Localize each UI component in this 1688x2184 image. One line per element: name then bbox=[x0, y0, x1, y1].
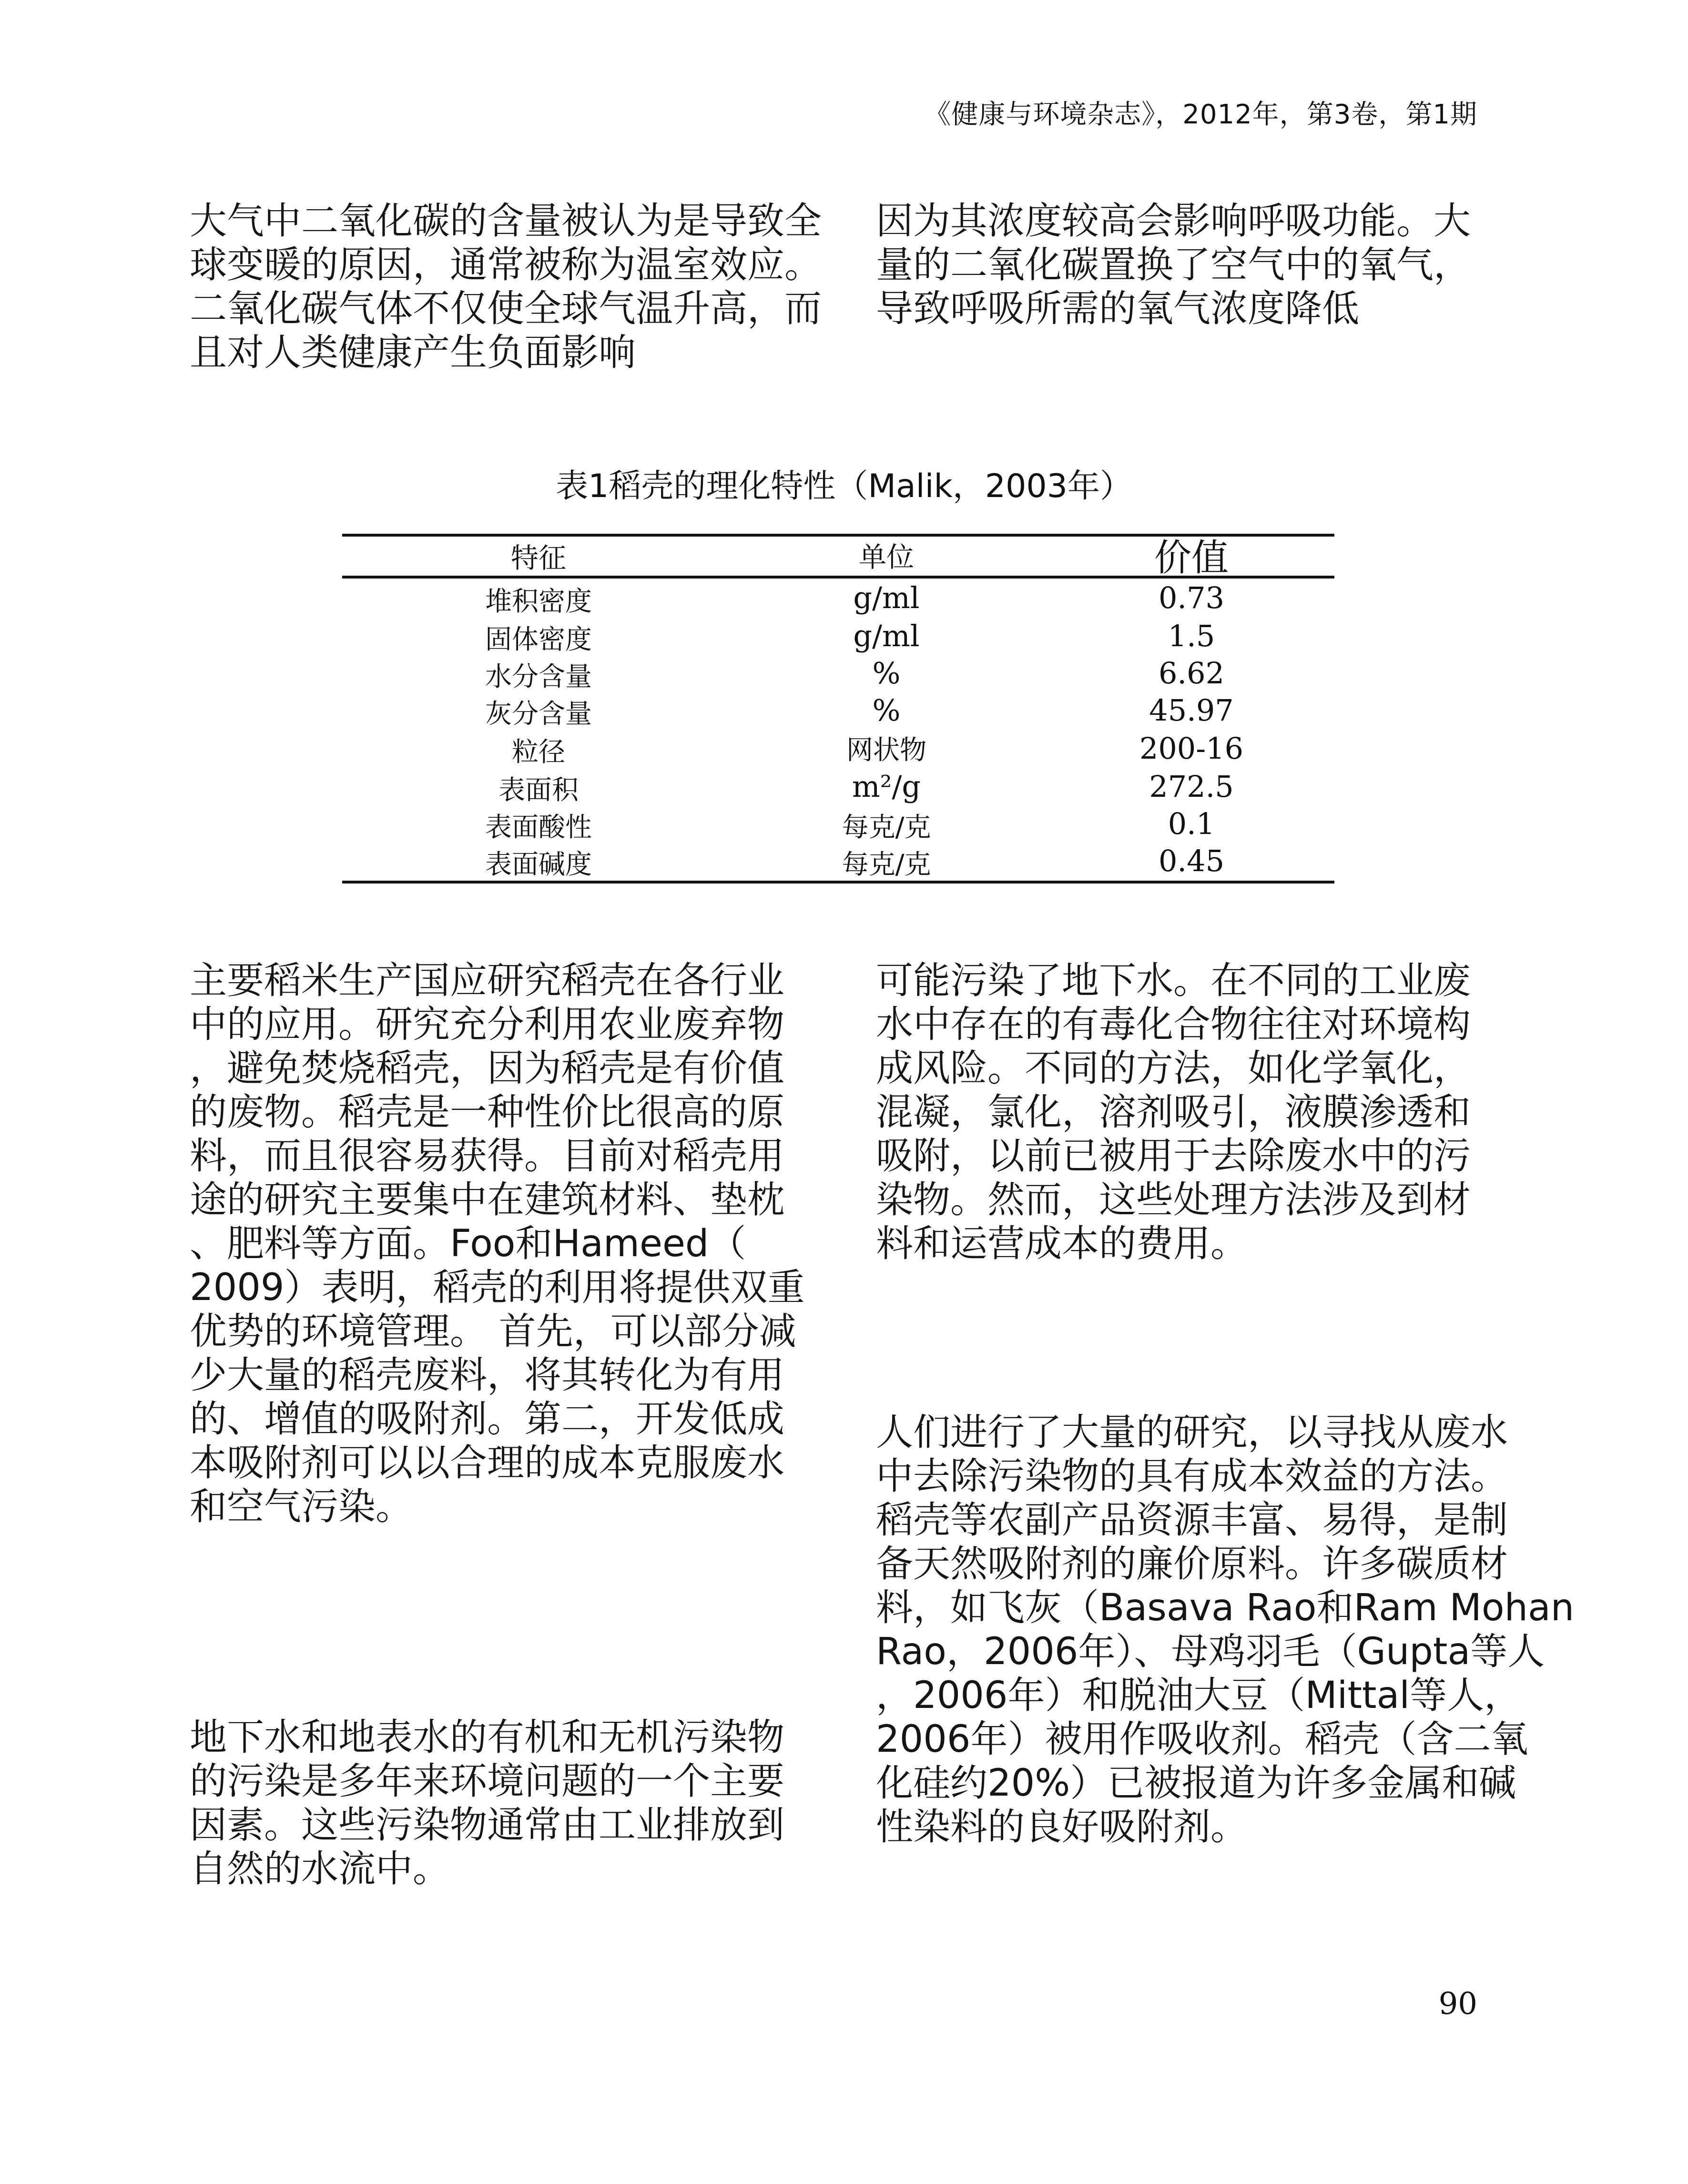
row-unit: 每克/克 bbox=[842, 812, 931, 843]
row-unit: 网状物 bbox=[846, 735, 926, 766]
text-line: 备天然吸附剂的廉价原料。许多碳质材 bbox=[876, 1543, 1508, 1585]
row-value: 6.62 bbox=[1158, 656, 1225, 691]
row-unit: m²/g bbox=[852, 769, 921, 804]
header-value: 价值 bbox=[1154, 537, 1229, 579]
text-line: 优势的环境管理。 首先，可以部分减 bbox=[190, 1310, 796, 1353]
row-feature: 灰分含量 bbox=[485, 699, 592, 730]
text-line: 和空气污染。 bbox=[190, 1485, 413, 1528]
text-line: 二氧化碳气体不仅使全球气温升高，而 bbox=[190, 287, 822, 330]
row-unit: % bbox=[872, 656, 901, 691]
paragraph-respiration bbox=[876, 199, 1471, 331]
paragraph-adsorbents bbox=[876, 1411, 1574, 1849]
header-unit: 单位 bbox=[858, 541, 914, 573]
text-line: 的、增值的吸附剂。第二，开发低成 bbox=[190, 1398, 785, 1441]
text-line: Rao，2006年）、母鸡羽毛（Gupta等人 bbox=[876, 1630, 1545, 1673]
row-value: 0.73 bbox=[1158, 580, 1225, 615]
text-line: 料，如飞灰（Basava Rao和Ram Mohan bbox=[876, 1586, 1575, 1629]
text-line: 导致呼吸所需的氧气浓度降低 bbox=[876, 287, 1360, 330]
text-line: 本吸附剂可以以合理的成本克服废水 bbox=[190, 1442, 785, 1484]
text-line: 且对人类健康产生负面影响 bbox=[190, 331, 636, 374]
text-line: 混凝，氯化，溶剂吸引，液膜渗透和 bbox=[876, 1091, 1471, 1134]
text-line: 吸附，以前已被用于去除废水中的污 bbox=[876, 1135, 1471, 1178]
text-line: 的污染是多年来环境问题的一个主要 bbox=[190, 1760, 785, 1803]
text-line: 大气中二氧化碳的含量被认为是导致全 bbox=[190, 200, 822, 243]
text-line: ，2006年）和脱油大豆（Mittal等人， bbox=[876, 1674, 1522, 1717]
text-line: 水中存在的有毒化合物往往对环境构 bbox=[876, 1003, 1471, 1046]
journal-header: 《健康与环境杂志》，2012年，第3卷，第1期 bbox=[924, 99, 1477, 130]
text-line: 料和运营成本的费用。 bbox=[876, 1222, 1248, 1265]
text-line: 球变暖的原因，通常被称为温室效应。 bbox=[190, 244, 822, 286]
text-line: 稻壳等农副产品资源丰富、易得，是制 bbox=[876, 1499, 1508, 1542]
row-feature: 表面碱度 bbox=[485, 849, 592, 880]
text-line: 化硅约20%）已被报道为许多金属和碱 bbox=[876, 1762, 1516, 1805]
row-feature: 表面积 bbox=[498, 775, 579, 806]
table-caption: 表1稻壳的理化特性（Malik，2003年） bbox=[556, 467, 1132, 505]
row-unit: % bbox=[872, 693, 901, 728]
text-line: 自然的水流中。 bbox=[190, 1848, 450, 1890]
row-value: 200-16 bbox=[1139, 731, 1244, 766]
row-value: 45.97 bbox=[1149, 693, 1234, 728]
row-unit: g/ml bbox=[853, 580, 920, 615]
text-line: 2006年）被用作吸收剂。稻壳（含二氧 bbox=[876, 1718, 1528, 1761]
row-unit: 每克/克 bbox=[842, 849, 931, 880]
row-value: 1.5 bbox=[1168, 619, 1215, 653]
text-line: 主要稻米生产国应研究稻壳在各行业 bbox=[190, 959, 785, 1002]
row-feature: 粒径 bbox=[512, 737, 565, 768]
text-line: 途的研究主要集中在建筑材料、垫枕 bbox=[190, 1178, 785, 1221]
text-line: 、肥料等方面。Foo和Hameed（ bbox=[190, 1222, 746, 1265]
row-feature: 水分含量 bbox=[485, 661, 592, 692]
text-line: 染物。然而，这些处理方法涉及到材 bbox=[876, 1178, 1471, 1221]
text-line: 2009）表明，稻壳的利用将提供双重 bbox=[190, 1266, 805, 1309]
page-number: 90 bbox=[1438, 1986, 1477, 2021]
row-feature: 固体密度 bbox=[485, 624, 592, 655]
paragraph-greenhouse bbox=[190, 199, 822, 375]
text-line: 中的应用。研究充分利用农业废弃物 bbox=[190, 1003, 785, 1046]
row-value: 0.1 bbox=[1168, 806, 1215, 841]
row-value: 0.45 bbox=[1158, 843, 1225, 878]
text-line: 地下水和地表水的有机和无机污染物 bbox=[190, 1716, 785, 1759]
text-line: 料，而且很容易获得。目前对稻壳用 bbox=[190, 1135, 785, 1178]
text-line: ，避免焚烧稻壳，因为稻壳是有价值 bbox=[190, 1047, 785, 1090]
row-unit: g/ml bbox=[853, 619, 920, 653]
text-line: 因素。这些污染物通常由工业排放到 bbox=[190, 1804, 785, 1847]
text-line: 的废物。稻壳是一种性价比很高的原 bbox=[190, 1091, 785, 1134]
text-line: 可能污染了地下水。在不同的工业废 bbox=[876, 959, 1471, 1002]
paragraph-groundwater bbox=[190, 1716, 784, 1891]
text-line: 少大量的稻壳废料，将其转化为有用 bbox=[190, 1354, 785, 1397]
text-line: 中去除污染物的具有成本效益的方法。 bbox=[876, 1455, 1508, 1498]
text-line: 因为其浓度较高会影响呼吸功能。大 bbox=[876, 200, 1471, 243]
text-line: 性染料的良好吸附剂。 bbox=[876, 1806, 1248, 1849]
paragraph-rice-husk-use bbox=[190, 959, 805, 1529]
row-feature: 堆积密度 bbox=[485, 586, 592, 617]
text-line: 量的二氧化碳置换了空气中的氧气， bbox=[876, 244, 1471, 286]
header-feature: 特征 bbox=[510, 542, 566, 574]
paragraph-wastewater bbox=[876, 959, 1471, 1266]
text-line: 成风险。不同的方法，如化学氧化， bbox=[876, 1047, 1471, 1090]
row-value: 272.5 bbox=[1149, 769, 1234, 804]
row-feature: 表面酸性 bbox=[485, 812, 592, 843]
text-line: 人们进行了大量的研究，以寻找从废水 bbox=[876, 1411, 1508, 1454]
